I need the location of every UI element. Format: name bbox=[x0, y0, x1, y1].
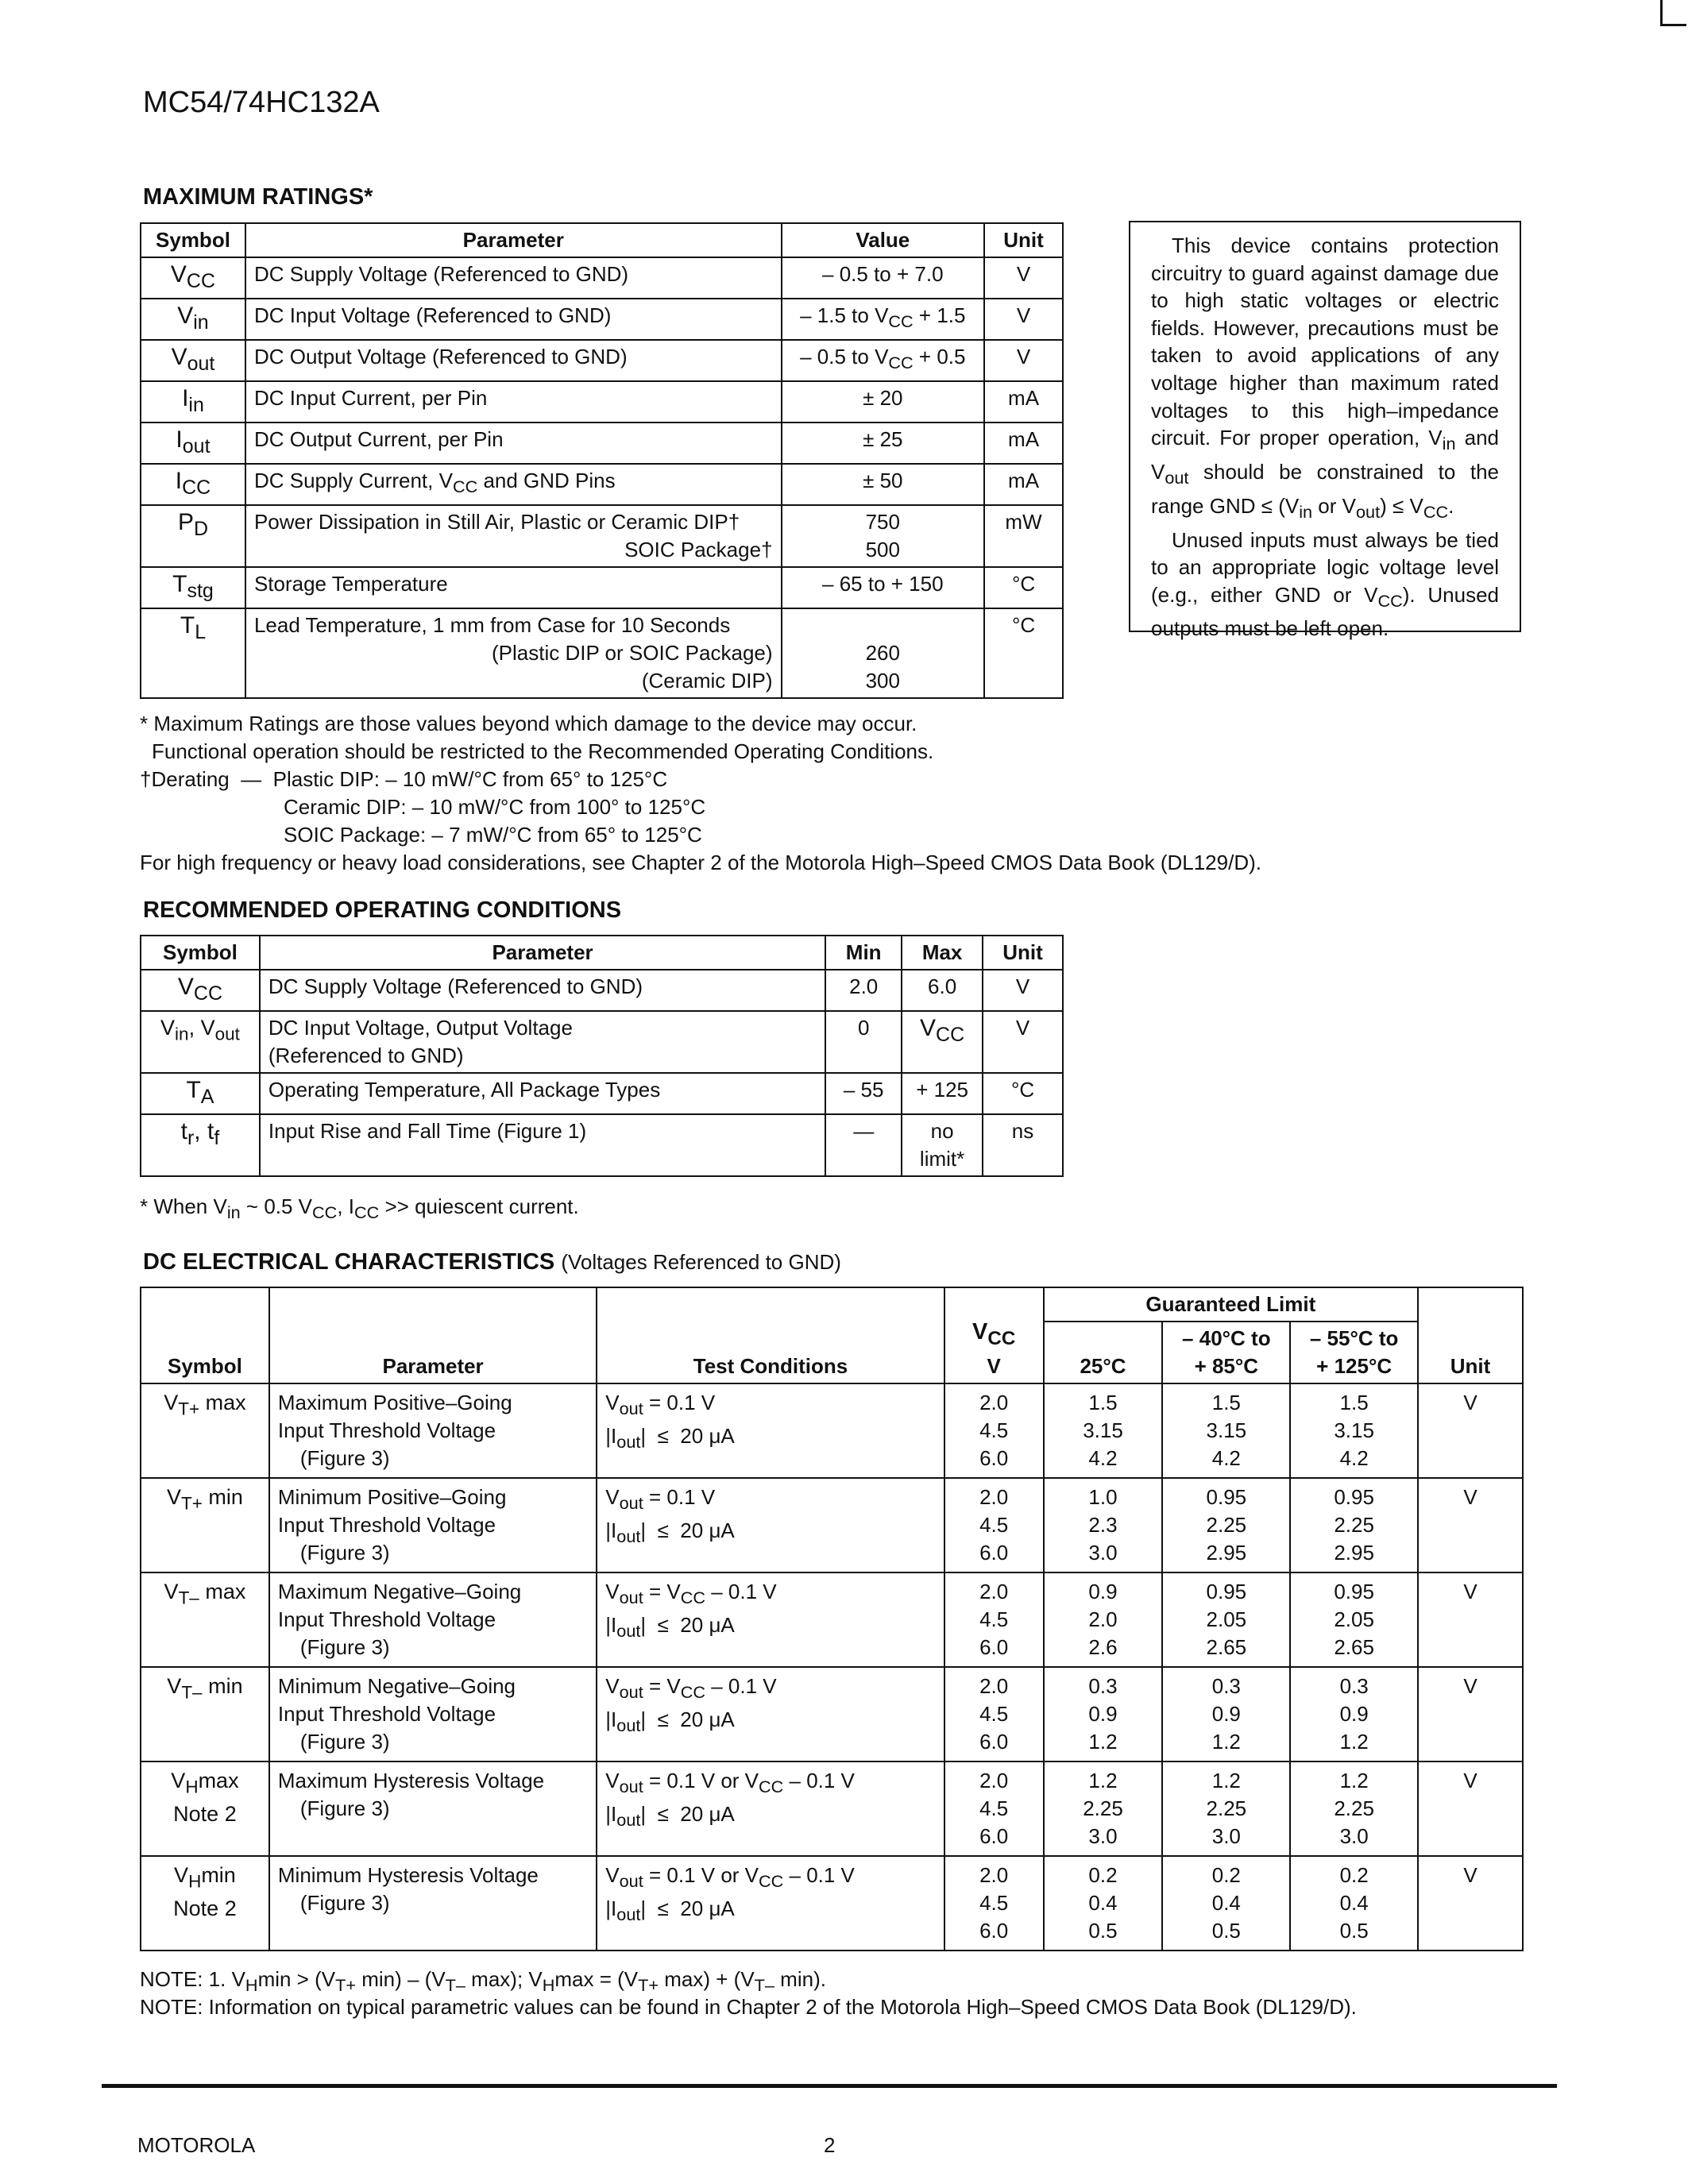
table-row bbox=[141, 1114, 1063, 1176]
dc-col-85c: – 40°C to + 85°C bbox=[1162, 1322, 1290, 1383]
unit-cell: V bbox=[1418, 1383, 1523, 1478]
limit-125c-cell: 1.5 3.15 4.2 bbox=[1290, 1383, 1418, 1478]
mr-col-unit: Unit bbox=[984, 223, 1063, 257]
min-cell: 0 bbox=[825, 1011, 902, 1073]
unit-cell: °C bbox=[984, 567, 1063, 608]
symbol-cell: $P_D$ bbox=[141, 505, 245, 567]
roc-col-parameter: Parameter bbox=[260, 936, 825, 970]
symbol-cell: $V_{CC}$ bbox=[141, 257, 245, 299]
value-cell: – 0.5 to $V_{CC} + 0.5$ bbox=[782, 340, 985, 381]
dc-col-25c: 25°C bbox=[1044, 1322, 1163, 1383]
vcc-cell: 2.0 4.5 6.0 bbox=[944, 1761, 1044, 1856]
table-row bbox=[141, 257, 1063, 299]
unit-cell: mA bbox=[984, 464, 1063, 505]
protection-note-box bbox=[1129, 221, 1521, 641]
limit-25c-cell: 1.2 2.25 3.0 bbox=[1044, 1761, 1163, 1856]
protection-note-paragraph: This device contains protection circuitry to guard against damage due to high static voltages or electric fields. However, precautions must be taken to avoid applications of any voltage higher than maximum rated voltages to this high–impedance circuit. For proper operation, $V_{in}$ and $V_{out}$ should be constrained to the range GND ≤ ($V_{in}$ or $V_{out}) \le V_{CC}$. bbox=[1151, 233, 1499, 522]
max-cell: 6.0 bbox=[902, 970, 983, 1011]
symbol-cell: $V_{T-}$ min bbox=[141, 1667, 269, 1761]
symbol-cell: $V_{T+}$ min bbox=[141, 1478, 269, 1572]
table-row bbox=[141, 423, 1063, 464]
table-row bbox=[141, 505, 1063, 567]
parameter-cell: DC Output Current, per Pin bbox=[245, 423, 782, 464]
corner-crop-mark bbox=[1660, 0, 1686, 26]
limit-85c-cell: 0.2 0.4 0.5 bbox=[1162, 1856, 1290, 1951]
unit-cell: °C bbox=[984, 608, 1063, 698]
symbol-cell: $T_L$ bbox=[141, 608, 245, 698]
vcc-cell: 2.0 4.5 6.0 bbox=[944, 1856, 1044, 1951]
unused-inputs-paragraph: Unused inputs must always be tied to an appropriate logic voltage level (e.g., either GND or $V_{CC}$). Unused outputs must be left open. bbox=[1151, 527, 1499, 641]
page-number: 2 bbox=[824, 2133, 836, 2157]
limit-85c-cell: 1.5 3.15 4.2 bbox=[1162, 1383, 1290, 1478]
max-ratings-title: MAXIMUM RATINGS* bbox=[143, 184, 373, 210]
limit-85c-cell: 0.3 0.9 1.2 bbox=[1162, 1667, 1290, 1761]
value-cell: 260 300 bbox=[782, 608, 985, 698]
test-conditions-cell: $V_{out} = 0.1$ V $|I_{out}| \le 20$ μA bbox=[597, 1478, 944, 1572]
parameter-cell: Operating Temperature, All Package Types bbox=[260, 1073, 825, 1114]
test-conditions-cell: $V_{out} = V_{CC} - 0.1$ V $|I_{out}| \le 20$ μA bbox=[597, 1572, 944, 1667]
test-conditions-cell: $V_{out} = V_{CC} - 0.1$ V $|I_{out}| \le 20$ μA bbox=[597, 1667, 944, 1761]
limit-125c-cell: 0.3 0.9 1.2 bbox=[1290, 1667, 1418, 1761]
table-row bbox=[141, 608, 1063, 698]
unit-cell: V bbox=[984, 299, 1063, 340]
limit-25c-cell: 1.0 2.3 3.0 bbox=[1044, 1478, 1163, 1572]
unit-cell: V bbox=[1418, 1761, 1523, 1856]
derating-footnote: Ceramic DIP: – 10 mW/°C from 100° to 125°C bbox=[284, 795, 706, 819]
mr-footnote: * Maximum Ratings are those values beyond which damage to the device may occur. bbox=[140, 712, 917, 735]
unit-cell: V bbox=[983, 970, 1063, 1011]
limit-25c-cell: 1.5 3.15 4.2 bbox=[1044, 1383, 1163, 1478]
unit-cell: °C bbox=[983, 1073, 1063, 1114]
value-cell: – 1.5 to $V_{CC} + 1.5$ bbox=[782, 299, 985, 340]
dc-col-guaranteed-limit: Guaranteed Limit bbox=[1044, 1287, 1418, 1322]
symbol-cell: $I_{CC}$ bbox=[141, 464, 245, 505]
dc-col-test-conditions: Test Conditions bbox=[597, 1287, 944, 1383]
roc-footnote: * When $V_{in}$ ~ 0.5 $V_{CC}$, $I_{CC}$ >> quiescent current. bbox=[140, 1194, 579, 1223]
parameter-cell: DC Output Voltage (Referenced to GND) bbox=[245, 340, 782, 381]
table-row bbox=[141, 1572, 1523, 1667]
value-cell: – 65 to + 150 bbox=[782, 567, 985, 608]
table-row bbox=[141, 299, 1063, 340]
unit-cell: V bbox=[984, 257, 1063, 299]
parameter-cell: Minimum Positive–Going Input Threshold Voltage (Figure 3) bbox=[269, 1478, 597, 1572]
table-row bbox=[141, 340, 1063, 381]
symbol-cell: $V_{T+}$ max bbox=[141, 1383, 269, 1478]
roc-col-max: Max bbox=[902, 936, 983, 970]
unit-cell: V bbox=[984, 340, 1063, 381]
table-row bbox=[141, 1761, 1523, 1856]
table-row bbox=[141, 567, 1063, 608]
roc-title: RECOMMENDED OPERATING CONDITIONS bbox=[143, 897, 622, 923]
parameter-cell: Maximum Hysteresis Voltage (Figure 3) bbox=[269, 1761, 597, 1856]
unit-cell: V bbox=[983, 1011, 1063, 1073]
dc-col-125c: – 55°C to + 125°C bbox=[1290, 1322, 1418, 1383]
vcc-cell: 2.0 4.5 6.0 bbox=[944, 1383, 1044, 1478]
max-ratings-table bbox=[140, 222, 1064, 699]
mr-footnote: Functional operation should be restricted to the Recommended Operating Conditions. bbox=[152, 739, 934, 763]
limit-85c-cell: 1.2 2.25 3.0 bbox=[1162, 1761, 1290, 1856]
parameter-cell: Minimum Hysteresis Voltage (Figure 3) bbox=[269, 1856, 597, 1951]
parameter-cell: Power Dissipation in Still Air, Plastic or Ceramic DIP† SOIC Package† bbox=[245, 505, 782, 567]
vcc-cell: 2.0 4.5 6.0 bbox=[944, 1572, 1044, 1667]
derating-footnote: SOIC Package: – 7 mW/°C from 65° to 125°C bbox=[284, 823, 702, 847]
mr-col-parameter: Parameter bbox=[245, 223, 782, 257]
symbol-cell: $T_{stg}$ bbox=[141, 567, 245, 608]
parameter-cell: DC Supply Current, $V_{CC}$ and GND Pins bbox=[245, 464, 782, 505]
symbol-cell: $V_{in}$ bbox=[141, 299, 245, 340]
parameter-cell: DC Input Voltage, Output Voltage (Referenced to GND) bbox=[260, 1011, 825, 1073]
symbol-cell: $t_r$, $t_f$ bbox=[141, 1114, 260, 1176]
table-row bbox=[141, 1011, 1063, 1073]
table-row bbox=[141, 381, 1063, 423]
value-cell: ± 20 bbox=[782, 381, 985, 423]
parameter-cell: DC Input Current, per Pin bbox=[245, 381, 782, 423]
min-cell: — bbox=[825, 1114, 902, 1176]
derating-footnote: †Derating — Plastic DIP: – 10 mW/°C from 65° to 125°C bbox=[140, 767, 668, 791]
dc-characteristics-table bbox=[140, 1287, 1524, 1951]
symbol-cell: $V_{out}$ bbox=[141, 340, 245, 381]
mr-col-value: Value bbox=[782, 223, 985, 257]
roc-col-unit: Unit bbox=[983, 936, 1063, 970]
parameter-cell: Storage Temperature bbox=[245, 567, 782, 608]
limit-85c-cell: 0.95 2.25 2.95 bbox=[1162, 1478, 1290, 1572]
parameter-cell: DC Supply Voltage (Referenced to GND) bbox=[260, 970, 825, 1011]
mr-col-symbol: Symbol bbox=[141, 223, 245, 257]
dc-col-unit: Unit bbox=[1418, 1287, 1523, 1383]
table-row bbox=[141, 1073, 1063, 1114]
symbol-cell: $V_{in}$, $V_{out}$ bbox=[141, 1011, 260, 1073]
max-cell: + 125 bbox=[902, 1073, 983, 1114]
value-cell: – 0.5 to + 7.0 bbox=[782, 257, 985, 299]
limit-25c-cell: 0.2 0.4 0.5 bbox=[1044, 1856, 1163, 1951]
dc-col-symbol: Symbol bbox=[141, 1287, 269, 1383]
symbol-cell: $V_H\max$ Note 2 bbox=[141, 1761, 269, 1856]
max-cell: no limit* bbox=[902, 1114, 983, 1176]
test-conditions-cell: $V_{out} = 0.1$ V $|I_{out}| \le 20$ μA bbox=[597, 1383, 944, 1478]
symbol-cell: $T_A$ bbox=[141, 1073, 260, 1114]
table-row bbox=[141, 970, 1063, 1011]
mr-footnote: For high frequency or heavy load considerations, see Chapter 2 of the Motorola High–Speed CMOS Data Book (DL129/D). bbox=[140, 851, 1261, 874]
parameter-cell: Lead Temperature, 1 mm from Case for 10 Seconds (Plastic DIP or SOIC Package) (Ceramic DIP) bbox=[245, 608, 782, 698]
symbol-cell: $V_{T-}$ max bbox=[141, 1572, 269, 1667]
test-conditions-cell: $V_{out} = 0.1$ V or $V_{CC} - 0.1$ V $|I_{out}| \le 20$ μA bbox=[597, 1761, 944, 1856]
footer-divider bbox=[102, 2084, 1557, 2088]
unit-cell: V bbox=[1418, 1667, 1523, 1761]
limit-125c-cell: 1.2 2.25 3.0 bbox=[1290, 1761, 1418, 1856]
vcc-cell: 2.0 4.5 6.0 bbox=[944, 1478, 1044, 1572]
symbol-cell: $I_{in}$ bbox=[141, 381, 245, 423]
min-cell: 2.0 bbox=[825, 970, 902, 1011]
dc-col-vcc: $V_{CC}$ V bbox=[944, 1287, 1044, 1383]
unit-cell: V bbox=[1418, 1572, 1523, 1667]
dc-note-2: NOTE: Information on typical parametric values can be found in Chapter 2 of the Motorola High–Speed CMOS Data Book (DL129/D). bbox=[140, 1995, 1357, 2019]
limit-125c-cell: 0.95 2.05 2.65 bbox=[1290, 1572, 1418, 1667]
parameter-cell: Maximum Positive–Going Input Threshold Voltage (Figure 3) bbox=[269, 1383, 597, 1478]
dc-title: DC ELECTRICAL CHARACTERISTICS (Voltages Referenced to GND) bbox=[143, 1249, 841, 1275]
vcc-cell: 2.0 4.5 6.0 bbox=[944, 1667, 1044, 1761]
limit-85c-cell: 0.95 2.05 2.65 bbox=[1162, 1572, 1290, 1667]
symbol-cell: $V_H\min$ Note 2 bbox=[141, 1856, 269, 1951]
value-cell: ± 50 bbox=[782, 464, 985, 505]
unit-cell: mA bbox=[984, 381, 1063, 423]
roc-col-symbol: Symbol bbox=[141, 936, 260, 970]
table-row bbox=[141, 1383, 1523, 1478]
limit-125c-cell: 0.2 0.4 0.5 bbox=[1290, 1856, 1418, 1951]
parameter-cell: Input Rise and Fall Time (Figure 1) bbox=[260, 1114, 825, 1176]
symbol-cell: $I_{out}$ bbox=[141, 423, 245, 464]
unit-cell: V bbox=[1418, 1478, 1523, 1572]
footer-brand: MOTOROLA bbox=[137, 2133, 256, 2157]
max-cell: $V_{CC}$ bbox=[902, 1011, 983, 1073]
dc-note-1: NOTE: 1. $V_H\min > (V_{T+}$ $\min) - (V_{T-}$ max); $V_H\max = (V_{T+}$ $\max) + (V_{T-}$ min). bbox=[140, 1967, 826, 1996]
document-title: MC54/74HC132A bbox=[143, 86, 380, 119]
table-row bbox=[141, 1856, 1523, 1951]
limit-25c-cell: 0.3 0.9 1.2 bbox=[1044, 1667, 1163, 1761]
dc-col-parameter: Parameter bbox=[269, 1287, 597, 1383]
unit-cell: mW bbox=[984, 505, 1063, 567]
unit-cell: V bbox=[1418, 1856, 1523, 1951]
table-row bbox=[141, 1667, 1523, 1761]
table-row bbox=[141, 464, 1063, 505]
test-conditions-cell: $V_{out} = 0.1$ V or $V_{CC} - 0.1$ V $|I_{out}| \le 20$ μA bbox=[597, 1856, 944, 1951]
roc-table bbox=[140, 935, 1064, 1177]
parameter-cell: Maximum Negative–Going Input Threshold Voltage (Figure 3) bbox=[269, 1572, 597, 1667]
limit-125c-cell: 0.95 2.25 2.95 bbox=[1290, 1478, 1418, 1572]
roc-col-min: Min bbox=[825, 936, 902, 970]
unit-cell: ns bbox=[983, 1114, 1063, 1176]
parameter-cell: Minimum Negative–Going Input Threshold Voltage (Figure 3) bbox=[269, 1667, 597, 1761]
value-cell: 750 500 bbox=[782, 505, 985, 567]
parameter-cell: DC Input Voltage (Referenced to GND) bbox=[245, 299, 782, 340]
min-cell: – 55 bbox=[825, 1073, 902, 1114]
limit-25c-cell: 0.9 2.0 2.6 bbox=[1044, 1572, 1163, 1667]
unit-cell: mA bbox=[984, 423, 1063, 464]
parameter-cell: DC Supply Voltage (Referenced to GND) bbox=[245, 257, 782, 299]
table-row bbox=[141, 1478, 1523, 1572]
value-cell: ± 25 bbox=[782, 423, 985, 464]
symbol-cell: $V_{CC}$ bbox=[141, 970, 260, 1011]
